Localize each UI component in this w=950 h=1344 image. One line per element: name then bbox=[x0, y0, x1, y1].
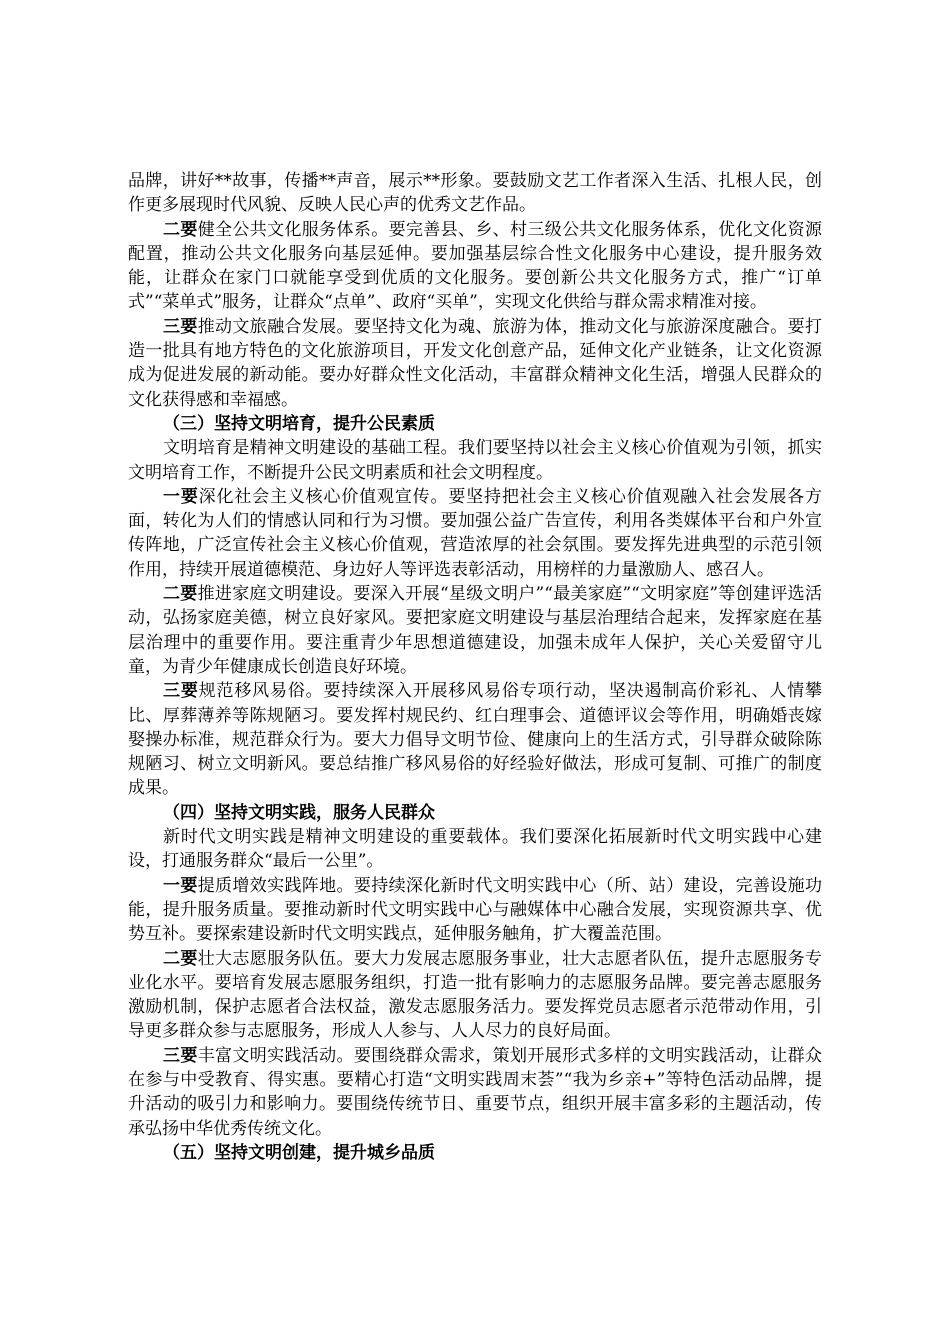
paragraph-text: 提质增效实践阵地。要持续深化新时代文明实践中心（所、站）建设，完善设施功能，提升服务质量。要推动新时代文明实践中心与融媒体中心融合发展，实现资源共享、优势互补。要探索建设新时代文明实践点，延伸服务触角，扩大覆盖范围。 bbox=[128, 875, 822, 945]
paragraph-lead: 一要 bbox=[163, 875, 198, 896]
paragraph-text: 推进家庭文明建设。要深入开展“星级文明户”“最美家庭”“文明家庭”等创建评选活动，弘扬家庭美德，树立良好家风。要把家庭文明建设与基层治理结合起来，发挥家庭在基层治理中的重要作用。要注重青少年思想道德建设，加强未成年人保护，关心关爱留守儿童，为青少年健康成长创造良好环境。 bbox=[128, 584, 822, 677]
paragraph bbox=[128, 1044, 822, 1141]
paragraph-text: 文明培育是精神文明建设的基础工程。我们要坚持以社会主义核心价值观为引领，抓实文明培育工作，不断提升公民文明素质和社会文明程度。 bbox=[128, 438, 822, 483]
paragraph-text: 壮大志愿服务队伍。要大力发展志愿服务事业，壮大志愿者队伍，提升志愿服务专业化水平。要培育发展志愿服务组织，打造一批有影响力的志愿服务品牌。要完善志愿服务激励机制，保护志愿者合法权益，激发志愿服务活力。要发挥党员志愿者示范带动作用，引导更多群众参与志愿服务，形成人人参与、人人尽力的良好局面。 bbox=[128, 948, 822, 1042]
paragraph-text: （四）坚持文明实践，服务人民群众 bbox=[163, 802, 435, 823]
paragraph bbox=[128, 436, 822, 485]
paragraph bbox=[128, 315, 822, 412]
paragraph-lead: 三要 bbox=[163, 681, 199, 702]
paragraph bbox=[128, 825, 822, 874]
paragraph bbox=[128, 485, 822, 582]
paragraph-lead: 三要 bbox=[163, 316, 198, 337]
paragraph-lead: 一要 bbox=[163, 486, 199, 507]
paragraph-continued bbox=[128, 169, 822, 218]
section-heading bbox=[128, 1141, 822, 1165]
paragraph-lead: 二要 bbox=[163, 948, 198, 969]
paragraph-text: （三）坚持文明培育，提升公民素质 bbox=[163, 413, 435, 434]
paragraph-lead: 二要 bbox=[163, 219, 198, 240]
paragraph-lead: 二要 bbox=[163, 584, 198, 605]
paragraph bbox=[128, 947, 822, 1044]
paragraph-text: 深化社会主义核心价值观宣传。要坚持把社会主义核心价值观融入社会发展各方面，转化为人们的情感认同和行为习惯。要加强公益广告宣传，利用各类媒体平台和户外宣传阵地，广泛宣传社会主义核心价值观，营造浓厚的社会氛围。要发挥先进典型的示范引领作用，持续开展道德模范、身边好人等评选表彰活动，用榜样的力量激励人、感召人。 bbox=[128, 486, 823, 580]
paragraph bbox=[128, 218, 822, 315]
paragraph-text: 推动文旅融合发展。要坚持文化为魂、旅游为体，推动文化与旅游深度融合。要打造一批具有地方特色的文化旅游项目，开发文化创意产品，延伸文化产业链条，让文化资源成为促进发展的新动能。要办好群众性文化活动，丰富群众精神文化生活，增强人民群众的文化获得感和幸福感。 bbox=[128, 316, 822, 410]
document-body bbox=[128, 169, 822, 1165]
paragraph bbox=[128, 679, 822, 800]
paragraph-text: （五）坚持文明创建，提升城乡品质 bbox=[163, 1142, 435, 1163]
paragraph-text: 新时代文明实践是精神文明建设的重要载体。我们要深化拓展新时代文明实践中心建设，打通服务群众“最后一公里”。 bbox=[128, 827, 822, 872]
paragraph bbox=[128, 582, 822, 679]
paragraph-text: 健全公共文化服务体系。要完善县、乡、村三级公共文化服务体系，优化文化资源配置，推动公共文化服务向基层延伸。要加强基层综合性文化服务中心建设，提升服务效能，让群众在家门口就能享受到优质的文化服务。要创新公共文化服务方式，推广“订单式”“菜单式”服务，让群众“点单”、政府“买单”，实现文化供给与群众需求精准对接。 bbox=[128, 219, 822, 313]
section-heading bbox=[128, 412, 822, 436]
paragraph-lead: 三要 bbox=[163, 1045, 198, 1066]
section-heading bbox=[128, 801, 822, 825]
paragraph-text: 丰富文明实践活动。要围绕群众需求，策划开展形式多样的文明实践活动，让群众在参与中受教育、得实惠。要精心打造“文明实践周末荟”“我为乡亲+”等特色活动品牌，提升活动的吸引力和影响力。要围绕传统节日、重要节点，组织开展丰富多彩的主题活动，传承弘扬中华优秀传统文化。 bbox=[128, 1045, 822, 1139]
paragraph bbox=[128, 874, 822, 947]
paragraph-text: 规范移风易俗。要持续深入开展移风易俗专项行动，坚决遏制高价彩礼、人情攀比、厚葬薄养等陈规陋习。要发挥村规民约、红白理事会、道德评议会等作用，明确婚丧嫁娶操办标准，规范群众行为。要大力倡导文明节俭、健康向上的生活方式，引导群众破除陈规陋习、树立文明新风。要总结推广移风易俗的好经验好做法，形成可复制、可推广的制度成果。 bbox=[128, 681, 823, 799]
paragraph-text: 品牌，讲好**故事，传播**声音，展示**形象。要鼓励文艺工作者深入生活、扎根人民，创作更多展现时代风貌、反映人民心声的优秀文艺作品。 bbox=[128, 171, 822, 216]
